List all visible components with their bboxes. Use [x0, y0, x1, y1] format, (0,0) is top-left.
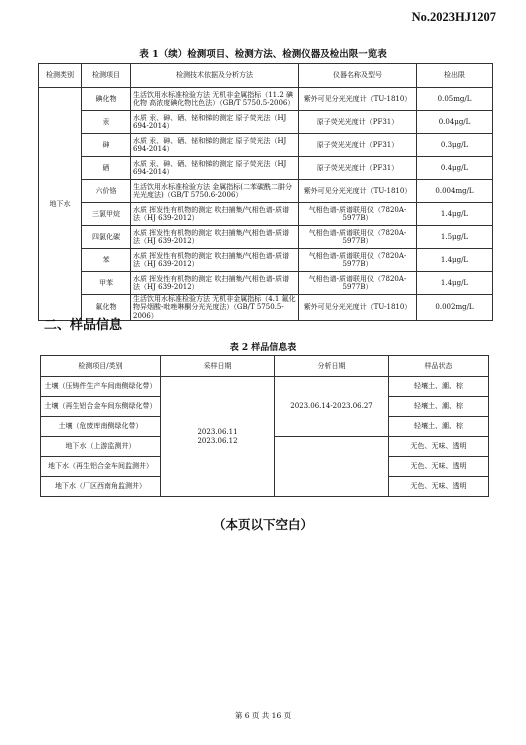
table-row	[39, 249, 493, 272]
limit-cell: 0.04μg/L	[417, 111, 493, 134]
header-category: 检测类别	[39, 64, 82, 88]
sample-status-cell: 无色、无味、透明	[389, 437, 489, 457]
sample-status-cell: 无色、无味、透明	[389, 457, 489, 477]
method-cell: 水质 挥发性有机物的测定 吹扫捕集/气相色谱-质谱法（HJ 639-2012）	[131, 249, 299, 272]
method-cell: 水质 挥发性有机物的测定 吹扫捕集/气相色谱-质谱法（HJ 639-2012）	[131, 226, 299, 249]
analysis-date-empty-cell	[275, 437, 389, 497]
instrument-cell: 原子荧光光度计（PF31）	[299, 157, 417, 180]
table-row	[39, 203, 493, 226]
instrument-cell: 紫外可见分光光度计（TU-1810）	[299, 180, 417, 203]
instrument-cell: 紫外可见分光光度计（TU-1810）	[299, 295, 417, 321]
analysis-date-cell: 2023.06.14-2023.06.27	[275, 377, 389, 437]
item-cell: 甲苯	[82, 272, 131, 295]
table-row	[39, 88, 493, 111]
instrument-cell: 原子荧光光度计（PF31）	[299, 111, 417, 134]
item-cell: 碘化物	[82, 88, 131, 111]
header-sample-date: 采样日期	[161, 356, 275, 377]
limit-cell: 1.5μg/L	[417, 226, 493, 249]
method-cell: 生活饮用水标准检验方法 金属指标(二苯碳酰二肼分光光度法)（GB/T 5750.6-2006）	[131, 180, 299, 203]
table-row	[39, 157, 493, 180]
table-row	[41, 377, 489, 397]
item-cell: 氟化物	[82, 295, 131, 321]
instrument-cell: 气相色谱-质谱联用仪（7820A-5977B）	[299, 249, 417, 272]
method-cell: 生活饮用水标准检验方法 无机非金属指标（11.2 碘化物 高浓度碘化物比色法）（GB/T 5750.5-2006）	[131, 88, 299, 111]
blank-below-note: （本页以下空白）	[212, 517, 313, 532]
item-cell: 砷	[82, 134, 131, 157]
item-cell: 三氯甲烷	[82, 203, 131, 226]
table-row	[39, 226, 493, 249]
sample-date-cell: 2023.06.11 2023.06.12	[161, 377, 275, 497]
table1-title: 表 1（续）检测项目、检测方法、检测仪器及检出限一览表	[139, 49, 387, 60]
method-cell: 水质 挥发性有机物的测定 吹扫捕集/气相色谱-质谱法（HJ 639-2012）	[131, 203, 299, 226]
sample-status-cell: 轻壤土、潮、棕	[389, 397, 489, 417]
limit-cell: 0.3μg/L	[417, 134, 493, 157]
instrument-cell: 原子荧光光度计（PF31）	[299, 134, 417, 157]
method-cell: 水质 汞、砷、硒、铋和锑的测定 原子荧光法（HJ 694-2014）	[131, 111, 299, 134]
method-cell: 水质 汞、砷、硒、铋和锑的测定 原子荧光法（HJ 694-2014）	[131, 134, 299, 157]
limit-cell: 0.004mg/L	[417, 180, 493, 203]
limit-cell: 0.05mg/L	[417, 88, 493, 111]
table2-title: 表 2 样品信息表	[229, 343, 297, 353]
sample-item-cell: 土壤（压铸件生产车间南侧绿化带）	[41, 377, 161, 397]
table-row	[39, 180, 493, 203]
sample-status-cell: 轻壤土、潮、棕	[389, 417, 489, 437]
header-sample-item: 检测项目/类别	[41, 356, 161, 377]
header-sample-status: 样品状态	[389, 356, 489, 377]
instrument-cell: 紫外可见分光光度计（TU-1810）	[299, 88, 417, 111]
document-number: No.2023HJ1207	[411, 10, 496, 24]
limit-cell: 1.4μg/L	[417, 249, 493, 272]
sample-status-cell: 无色、无味、透明	[389, 477, 489, 497]
header-analysis-date: 分析日期	[275, 356, 389, 377]
instrument-cell: 气相色谱-质谱联用仪（7820A-5977B）	[299, 226, 417, 249]
sample-item-cell: 土壤（再生铝合金车间东侧绿化带）	[41, 397, 161, 417]
item-cell: 六价铬	[82, 180, 131, 203]
header-limit: 检出限	[417, 64, 493, 88]
item-cell: 苯	[82, 249, 131, 272]
sample-status-cell: 轻壤土、潮、棕	[389, 377, 489, 397]
table-row	[39, 134, 493, 157]
table2-header-row	[41, 356, 489, 377]
sample-item-cell: 地下水（厂区西南角监测井）	[41, 477, 161, 497]
method-cell: 生活饮用水标准检验方法 无机非金属指标（4.1 氟化物异烟酸-吡唑啉酮分光光度法）（GB/T 5750.5-2006）	[131, 295, 299, 321]
table-row	[39, 272, 493, 295]
sample-info-table	[40, 355, 489, 497]
instrument-cell: 气相色谱-质谱联用仪（7820A-5977B）	[299, 272, 417, 295]
limit-cell: 1.4μg/L	[417, 203, 493, 226]
table-row	[39, 111, 493, 134]
method-cell: 水质 汞、砷、硒、铋和锑的测定 原子荧光法（HJ 694-2014）	[131, 157, 299, 180]
limit-cell: 0.4μg/L	[417, 157, 493, 180]
section-heading: 二、样品信息	[44, 318, 123, 333]
sample-item-cell: 地下水（上游监测井）	[41, 437, 161, 457]
item-cell: 汞	[82, 111, 131, 134]
table1-header-row	[39, 64, 493, 88]
detection-methods-table	[38, 63, 493, 321]
limit-cell: 1.4μg/L	[417, 272, 493, 295]
header-method: 检测技术依据及分析方法	[131, 64, 299, 88]
item-cell: 硒	[82, 157, 131, 180]
sample-item-cell: 土壤（危废库南侧绿化带）	[41, 417, 161, 437]
method-cell: 水质 挥发性有机物的测定 吹扫捕集/气相色谱-质谱法（HJ 639-2012）	[131, 272, 299, 295]
sample-item-cell: 地下水（再生铝合金车间监测井）	[41, 457, 161, 477]
instrument-cell: 气相色谱-质谱联用仪（7820A-5977B）	[299, 203, 417, 226]
category-cell: 地下水	[39, 88, 82, 321]
header-instrument: 仪器名称及型号	[299, 64, 417, 88]
header-item: 检测项目	[82, 64, 131, 88]
item-cell: 四氯化碳	[82, 226, 131, 249]
limit-cell: 0.002mg/L	[417, 295, 493, 321]
page-number: 第 6 页 共 16 页	[234, 711, 292, 720]
